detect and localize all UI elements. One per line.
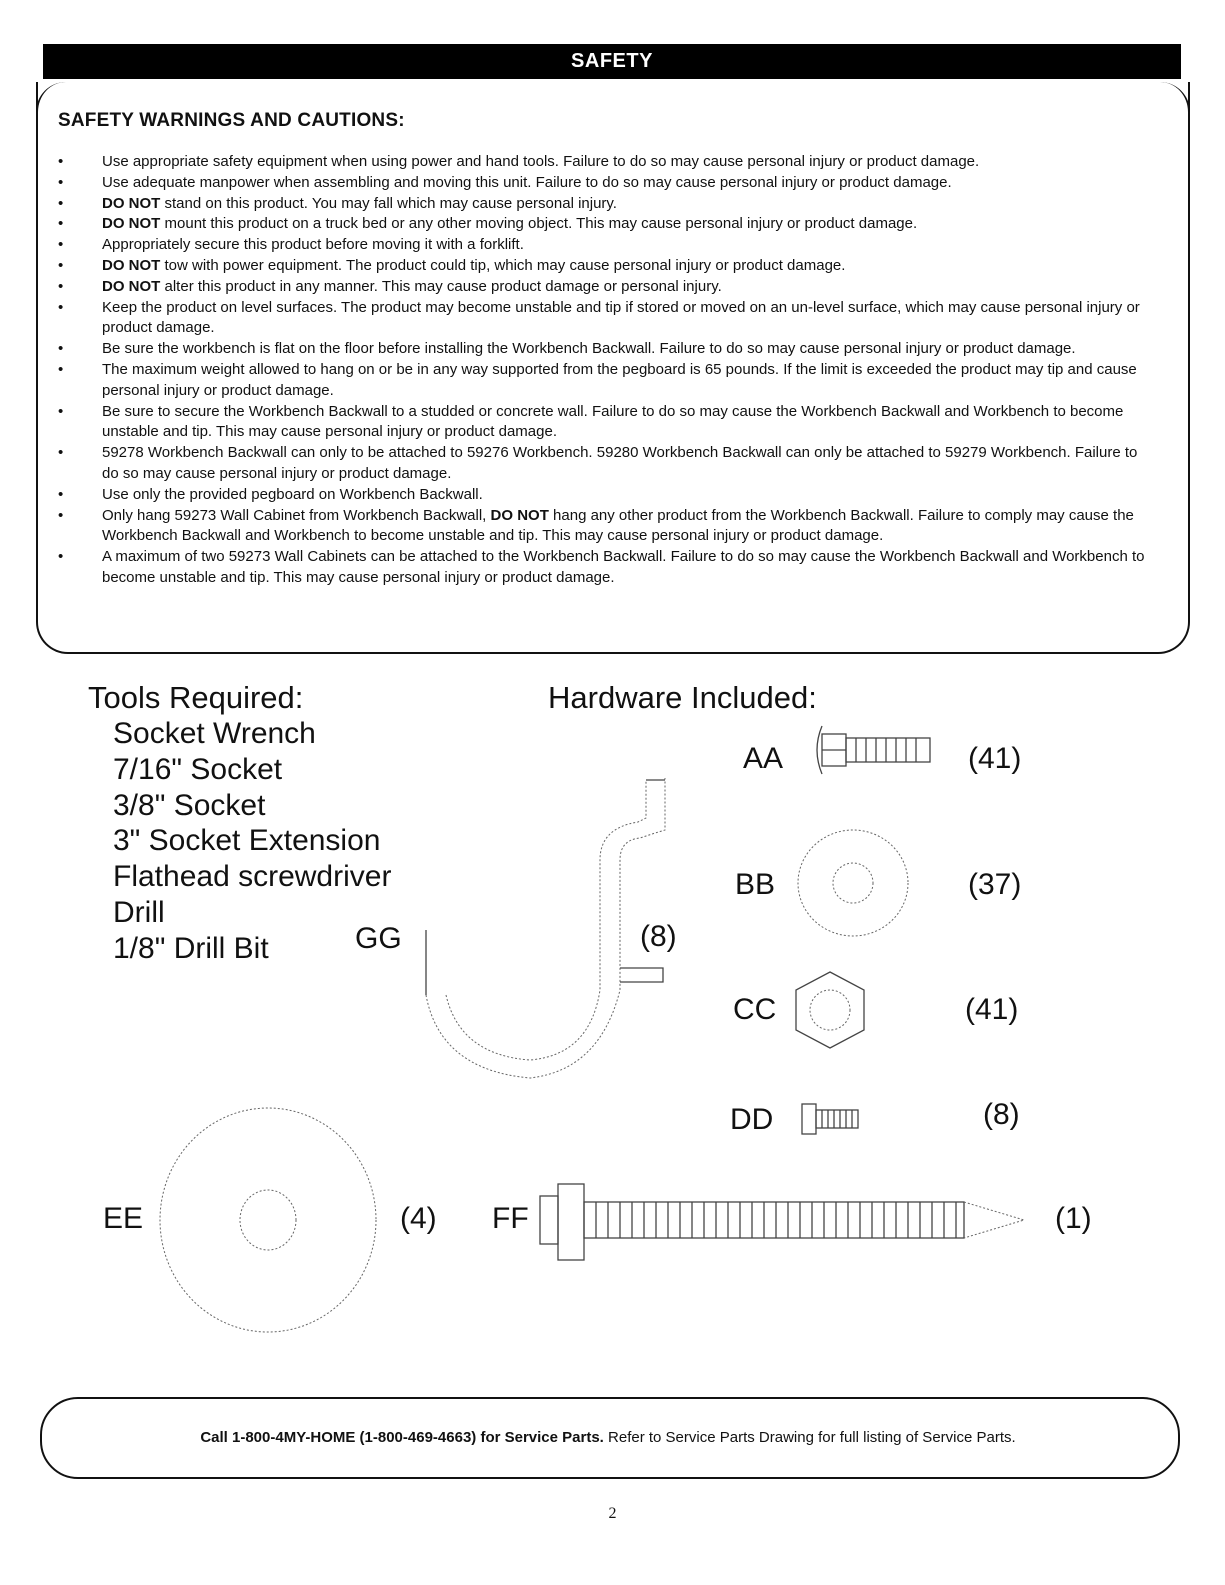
part-ff-label: FF: [492, 1202, 529, 1235]
tool-item: Drill: [113, 895, 165, 929]
part-bb-label: BB: [735, 868, 776, 901]
tool-item: 7/16" Socket: [113, 752, 283, 786]
bolt-aa-icon: [808, 722, 938, 778]
warning-item: • The maximum weight allowed to hang on or be in any way supported from the pegboard is 65 pounds. If the limit is exceeded the product may tip and cause personal injury or product damage.: [58, 360, 1158, 402]
warning-item: • DO NOT tow with power equipment. The product could tip, which may cause personal injury or product damage.: [58, 256, 1158, 277]
part-cc-qty: (41): [965, 993, 1019, 1026]
warning-item: • DO NOT alter this product in any manner. This may cause product damage or personal injury.: [58, 277, 1158, 298]
part-ee-label: EE: [103, 1202, 144, 1235]
warning-item: • DO NOT stand on this product. You may fall which may cause personal injury.: [58, 194, 1158, 215]
warning-item: • DO NOT mount this product on a truck bed or any other moving object. This may cause personal injury or product damage.: [58, 214, 1158, 235]
washer-bb-icon: [795, 828, 911, 938]
part-dd-label: DD: [730, 1103, 774, 1136]
warning-item: • A maximum of two 59273 Wall Cabinets can be attached to the Workbench Backwall. Failure to do so may cause the Workbench Backwall and Workbench to become unstable and tip. This may cause personal injury or product damage.: [58, 547, 1158, 589]
warning-item: • Use only the provided pegboard on Workbench Backwall.: [58, 485, 1158, 506]
nut-cc-icon: [790, 968, 870, 1052]
warning-item: • Be sure the workbench is flat on the floor before installing the Workbench Backwall. Failure to do so may cause personal injury or product damage.: [58, 339, 1158, 360]
warning-item: • Appropriately secure this product before moving it with a forklift.: [58, 235, 1158, 256]
part-bb-qty: (37): [968, 868, 1022, 901]
tool-item: 3" Socket Extension: [113, 824, 381, 858]
page-number: 2: [608, 1505, 617, 1522]
lag-bolt-ff-icon: [538, 1180, 1028, 1266]
warnings-title: SAFETY WARNINGS AND CAUTIONS:: [58, 110, 405, 131]
warning-item: • Only hang 59273 Wall Cabinet from Workbench Backwall, DO NOT hang any other product from the Workbench Backwall. Failure to comply may cause the Workbench Backwall and Workbench to become unstable and tip. This may cause personal injury or product damage.: [58, 506, 1158, 548]
part-dd-qty: (8): [983, 1098, 1020, 1131]
tool-item: 1/8" Drill Bit: [113, 931, 269, 965]
warning-item: • Use adequate manpower when assembling and moving this unit. Failure to do so may cause personal injury or product damage.: [58, 173, 1158, 194]
part-cc-label: CC: [733, 993, 777, 1026]
tool-item: 3/8" Socket: [113, 788, 266, 822]
section-header-safety: SAFETY: [43, 44, 1181, 79]
washer-ee-icon: [158, 1105, 380, 1335]
warning-item: • Use appropriate safety equipment when using power and hand tools. Failure to do so may cause personal injury or product damage.: [58, 152, 1158, 173]
bolt-dd-icon: [800, 1100, 864, 1140]
part-ff-qty: (1): [1055, 1202, 1092, 1235]
warning-item: • Keep the product on level surfaces. The product may become unstable and tip if stored or moved on an un-level surface, which may cause personal injury or product damage.: [58, 298, 1158, 340]
part-ee-qty: (4): [400, 1202, 437, 1235]
tool-item: Flathead screwdriver: [113, 860, 392, 894]
warnings-list: [58, 152, 1158, 589]
part-aa-qty: (41): [968, 742, 1022, 775]
part-aa-label: AA: [743, 742, 784, 775]
tool-item: Socket Wrench: [113, 717, 316, 750]
part-gg-qty: (8): [640, 920, 677, 953]
warning-item: • 59278 Workbench Backwall can only to be attached to 59276 Workbench. 59280 Workbench Backwall can only be attached to 59279 Workbench. Failure to do so may cause personal injury or product damage.: [58, 443, 1158, 485]
tools-list: [113, 716, 391, 967]
hardware-title: Hardware Included:: [548, 680, 817, 715]
service-notice: Call 1-800-4MY-HOME (1-800-469-4663) for Service Parts. Refer to Service Parts Drawing for full listing of Service Parts.: [200, 1429, 1016, 1446]
tools-title: Tools Required:: [88, 680, 304, 715]
part-gg-label: GG: [355, 922, 402, 955]
warning-item: • Be sure to secure the Workbench Backwall to a studded or concrete wall. Failure to do so may cause the Workbench Backwall and Workbench to become unstable and tip. This may cause personal injury or product damage.: [58, 402, 1158, 444]
